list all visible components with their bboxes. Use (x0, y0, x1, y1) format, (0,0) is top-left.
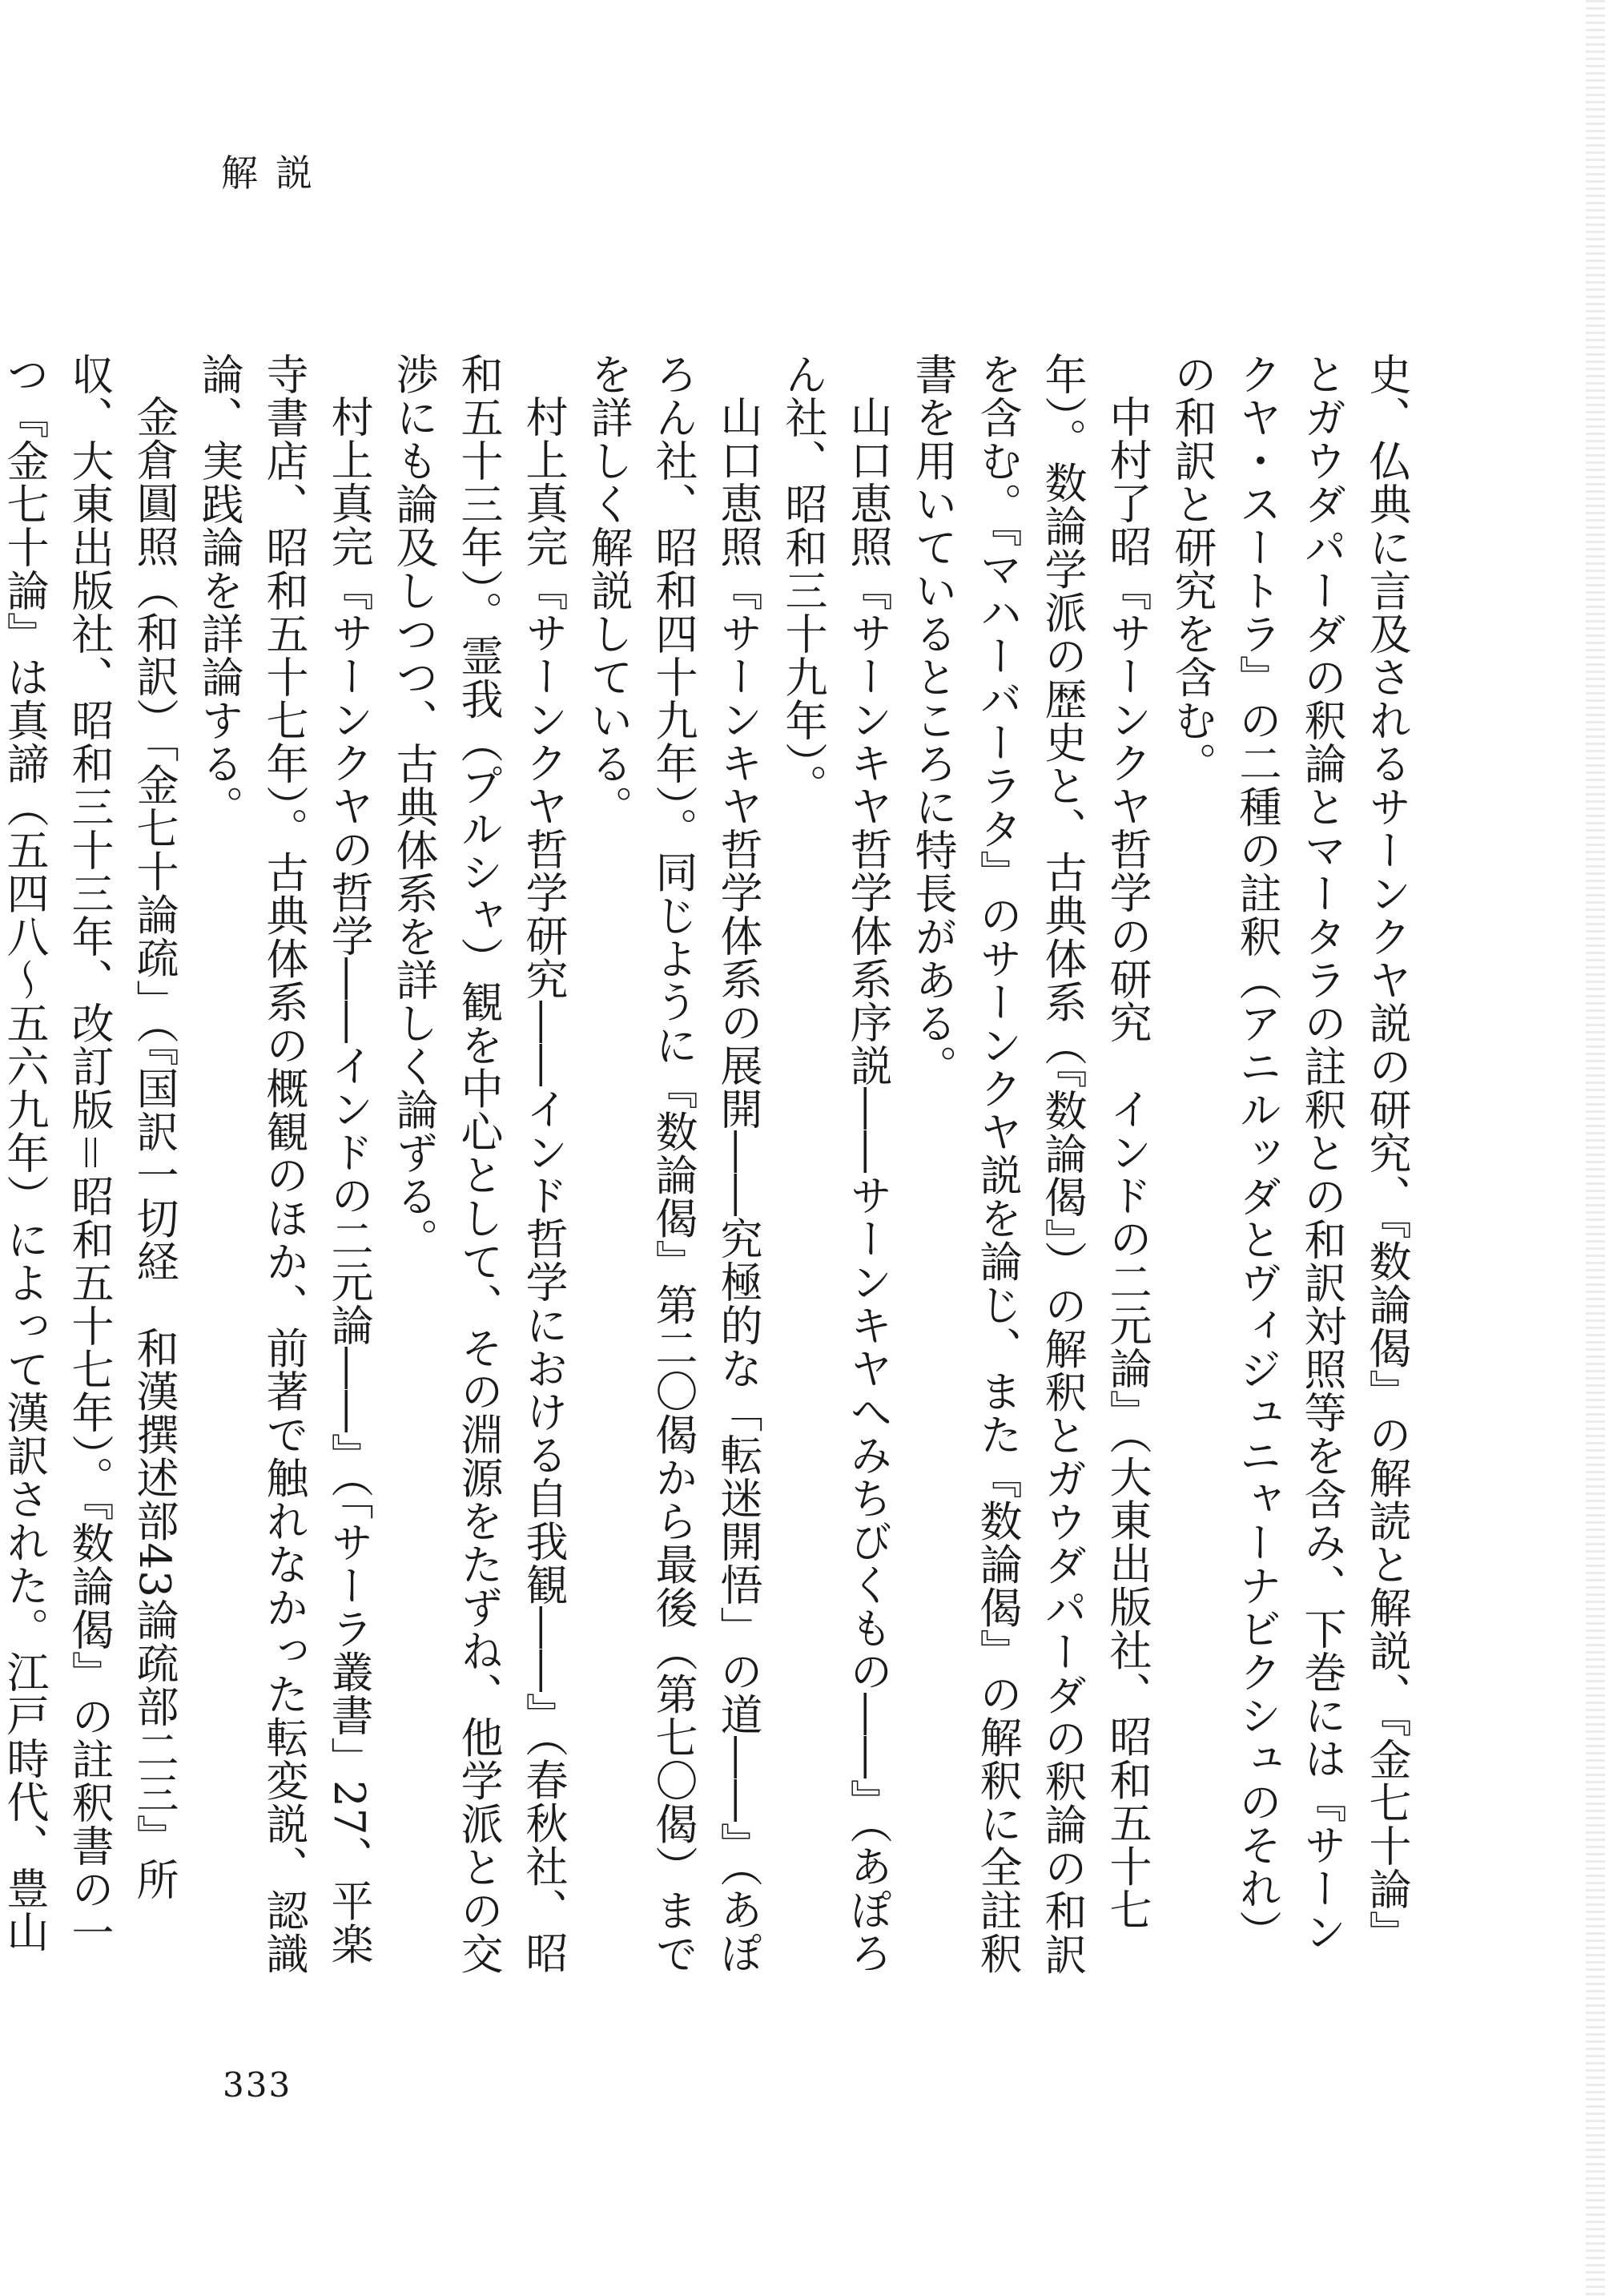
paragraph-7: 金倉圓照（和訳）「金七十論疏」（『国訳一切経 和漢撰述部43論疏部二三』所収、大東出版社、昭和三十三年、改訂版＝昭和五十七年）。『数論偈』の註釈書の一つ『金七十論』は真諦（五四八〜五六九年）によって漢訳された。江戸時代、豊山 (0, 352, 179, 1954)
body-text (0, 352, 1419, 1987)
page-number: 333 (223, 2065, 292, 2105)
paragraph-5: 村上真完『サーンクヤ哲学研究――インド哲学における自我観――』（春秋社、昭和五十三年）。霊我（プルシャ）観を中心として、その淵源をたずね、他学派との交渉にも論及しつつ、古典体系を詳しく論ずる。 (389, 352, 568, 1976)
paragraph-2: 中村了昭『サーンクヤ哲学の研究 インドの二元論』（大東出版社、昭和五十七年）。数論学派の歴史と、古典体系（『数論偈』）の解釈とガウダパーダの釈論の和訳を含む。『マハーバーラタ』のサーンクヤ説を論じ、また『数論偈』の解釈に全註釈書を用いているところに特長がある。 (908, 352, 1152, 1976)
paragraph-1: 史、仏典に言及されるサーンクヤ説の研究、『数論偈』の解読と解説、『金七十論』とガウダパーダの釈論とマータラの註釈との和訳対照等を含み、下巻には『サーンクヤ・スートラ』の二種の註釈（アニルッダとヴィジュニャーナビクシュのそれ）の和訳と研究を含む。 (1168, 352, 1411, 1954)
vertical-text-column (0, 352, 1419, 1987)
paragraph-3: 山口恵照『サーンキヤ哲学体系序説――サーンキヤへみちびくもの――』（あぽろん社、昭和三十九年）。 (778, 352, 892, 1975)
paragraph-6: 村上真完『サーンクヤの哲学――インドの二元論――』（「サーラ叢書」27、平楽寺書店、昭和五十七年）。古典体系の概観のほか、前著で触れなかった転変説、認識論、実践論を詳論する。 (195, 352, 373, 1976)
scan-edge (1586, 0, 1605, 2296)
running-head: 解説 (221, 151, 330, 195)
paragraph-4: 山口恵照『サーンキヤ哲学体系の展開――究極的な「転迷開悟」の道――』（あぽろん社、昭和四十九年）。同じように『数論偈』第二〇偈から最後（第七〇偈）までを詳しく解説している。 (584, 352, 762, 1976)
